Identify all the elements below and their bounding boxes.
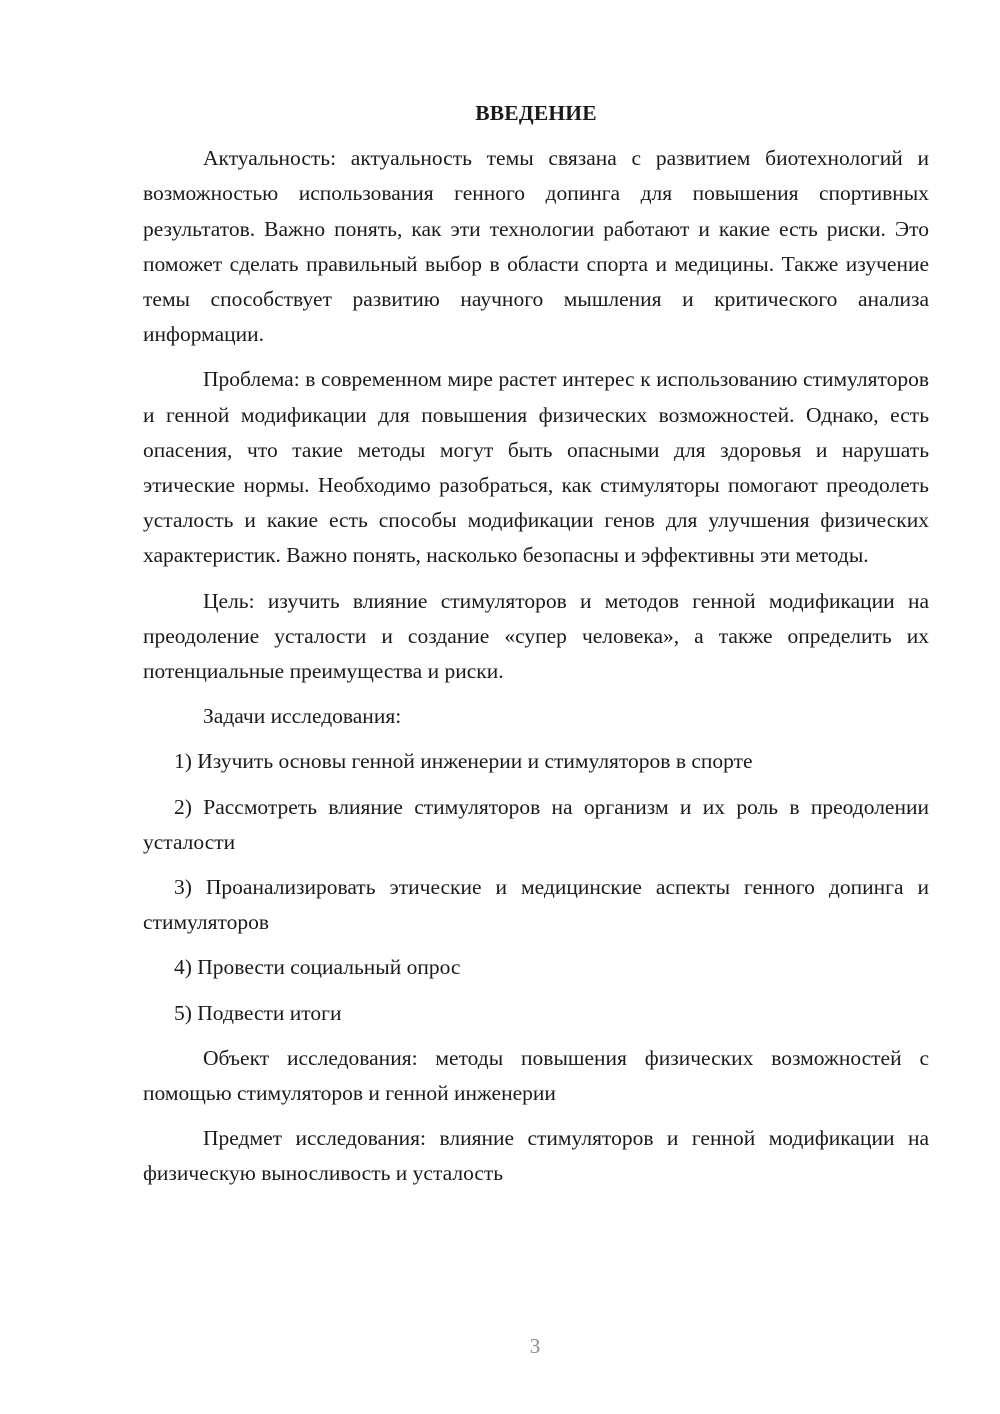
task-item-4: 4) Провести социальный опрос [174, 955, 461, 980]
tasks-heading: Задачи исследования: [203, 704, 402, 729]
goal-paragraph: Цель: изучить влияние стимуляторов и методов генной модификации на преодоление усталости и создание «супер человека», а также определить их потенциальные преимущества и риски. [143, 588, 929, 684]
task-item-1: 1) Изучить основы генной инженерии и стимуляторов в спорте [174, 749, 753, 774]
relevance-paragraph: Актуальность: актуальность темы связана с развитием биотехнологий и возможностью использования генного допинга для повышения спортивных результатов. Важно понять, как эти технологии работают и какие есть риски. Это поможет сделать правильный выбор в области спорта и медицины. Также изучение темы способствует развитию научного мышления и критического анализа информации. [143, 146, 929, 347]
document-page [143, 96, 929, 1202]
research-subject-paragraph: Предмет исследования: влияние стимуляторов и генной модификации на физическую выносливость и усталость [143, 1126, 929, 1186]
research-object-paragraph: Объект исследования: методы повышения физических возможностей с помощью стимуляторов и генной инженерии [143, 1045, 929, 1106]
task-item-3: 3) Проанализировать этические и медицинские аспекты генного допинга и стимуляторов [143, 875, 929, 935]
section-title: ВВЕДЕНИЕ [475, 101, 597, 125]
task-item-5: 5) Подвести итоги [174, 1000, 342, 1025]
task-item-2: 2) Рассмотреть влияние стимуляторов на организм и их роль в преодолении усталости [143, 794, 929, 854]
page-number: 3 [529, 1334, 541, 1358]
problem-paragraph: Проблема: в современном мире растет интерес к использованию стимуляторов и генной модификации для повышения физических возможностей. Однако, есть опасения, что такие методы могут быть опасными для здоровья и нарушать этические нормы. Необходимо разобраться, как стимуляторы помогают преодолеть усталость и какие есть способы модификации генов для улучшения физических характеристик. Важно понять, насколько безопасны и эффективны эти методы. [143, 367, 929, 568]
